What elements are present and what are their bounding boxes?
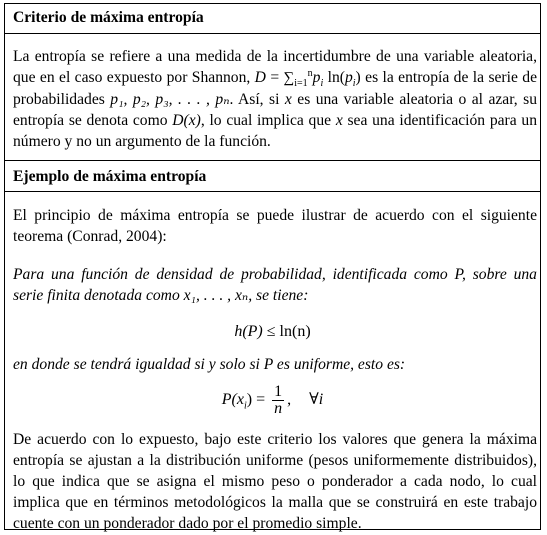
- eq2-lhs-sub: i: [243, 400, 247, 412]
- formula-p: p: [312, 69, 321, 86]
- paragraph-conclusion: De acuerdo con lo expuesto, bajo este criterio los valores que genera la máxima entropía se ajustan a la distribución uniforme (pesos uniformemente distribuidos), lo que indica que se asigna el mismo peso o ponderador a cada nodo, lo cual implica que en términos metodológicos la malla que se construirá en este trabajo cuente con un ponderador dado por el promedio simple.: [13, 431, 537, 532]
- divider-1: [4, 33, 541, 34]
- equality-condition: [13, 354, 537, 375]
- eq2-lhs-close: ) =: [246, 391, 270, 409]
- p1-text-b: es la entropía de la serie de probabilidades: [13, 69, 537, 108]
- divider-3: [4, 191, 541, 192]
- theorem-statement: [13, 264, 537, 306]
- formula-ln-arg: p: [344, 69, 353, 86]
- p1-text-e: , lo cual implica que: [200, 112, 336, 129]
- theorem-series: x₁, . . . , xₙ: [183, 287, 249, 304]
- eq2-denominator: n: [274, 400, 283, 417]
- probability-series: p₁, p₂, p₃, . . . , pₙ: [110, 91, 230, 108]
- p1-text-a: La entropía se refiere a una medida de la incertidumbre de una variable aleatoria, que en el caso expuesto por Shannon,: [13, 48, 537, 86]
- divider-2: [4, 160, 541, 161]
- formula-d: D: [254, 69, 266, 86]
- eq1-lhs: h(P): [234, 323, 263, 340]
- paragraph-principle: El principio de máxima entropía se puede ilustrar de acuerdo con el siguiente teorema (Conrad, 2004):: [13, 207, 537, 245]
- p1-text-d: es una variable aleatoria o al azar, su entropía se denota como: [13, 91, 537, 129]
- theorem-text-c: , se tiene:: [248, 287, 309, 304]
- var-x: x: [284, 91, 292, 108]
- cond-text-a: en donde se tendrá igualdad si y solo si: [13, 356, 264, 373]
- cond-text-b: es uniforme, esto es:: [273, 356, 406, 373]
- eq2-lhs: P(x: [221, 391, 244, 409]
- formula-eq: =: [265, 69, 284, 86]
- eq1-rhs: ln(n): [279, 323, 311, 340]
- theorem-p: P: [454, 266, 462, 283]
- equation-uniform: [4, 384, 541, 417]
- section-heading-ejemplo: Ejemplo de máxima entropía: [13, 168, 207, 185]
- formula-ln: ln(: [323, 69, 345, 86]
- p1-text-f: sea una identificación para un número y no un argumento de la función.: [13, 112, 538, 150]
- eq2-comma: ,: [287, 391, 292, 409]
- sum-upper-bound: n: [307, 67, 313, 79]
- eq2-numerator: 1: [274, 383, 283, 400]
- cond-p: P: [263, 356, 274, 373]
- sum-symbol: ∑: [283, 70, 295, 86]
- formula-p-sub: i: [320, 78, 324, 90]
- theorem-text-b: , sobre una serie finita denotada como: [13, 266, 537, 304]
- eq2-forall: ∀i: [309, 391, 324, 409]
- equation-entropy-bound: [4, 323, 541, 341]
- sum-lower-bound: i=1: [294, 78, 308, 90]
- section-heading-criterio: Criterio de máxima entropía: [13, 9, 204, 26]
- var-x-2: x: [335, 112, 343, 129]
- p1-text-c: . Así, si: [229, 91, 285, 108]
- theorem-text-a: Para una función de densidad de probabilidad, identificada como: [13, 266, 455, 283]
- formula-dx: D(x): [172, 112, 201, 129]
- paragraph-entropy-definition: [13, 46, 537, 152]
- eq1-relation: ≤: [262, 323, 280, 340]
- eq2-fraction: [272, 384, 284, 417]
- formula-ln-close: ): [355, 69, 361, 86]
- formula-ln-arg-sub: i: [352, 78, 356, 90]
